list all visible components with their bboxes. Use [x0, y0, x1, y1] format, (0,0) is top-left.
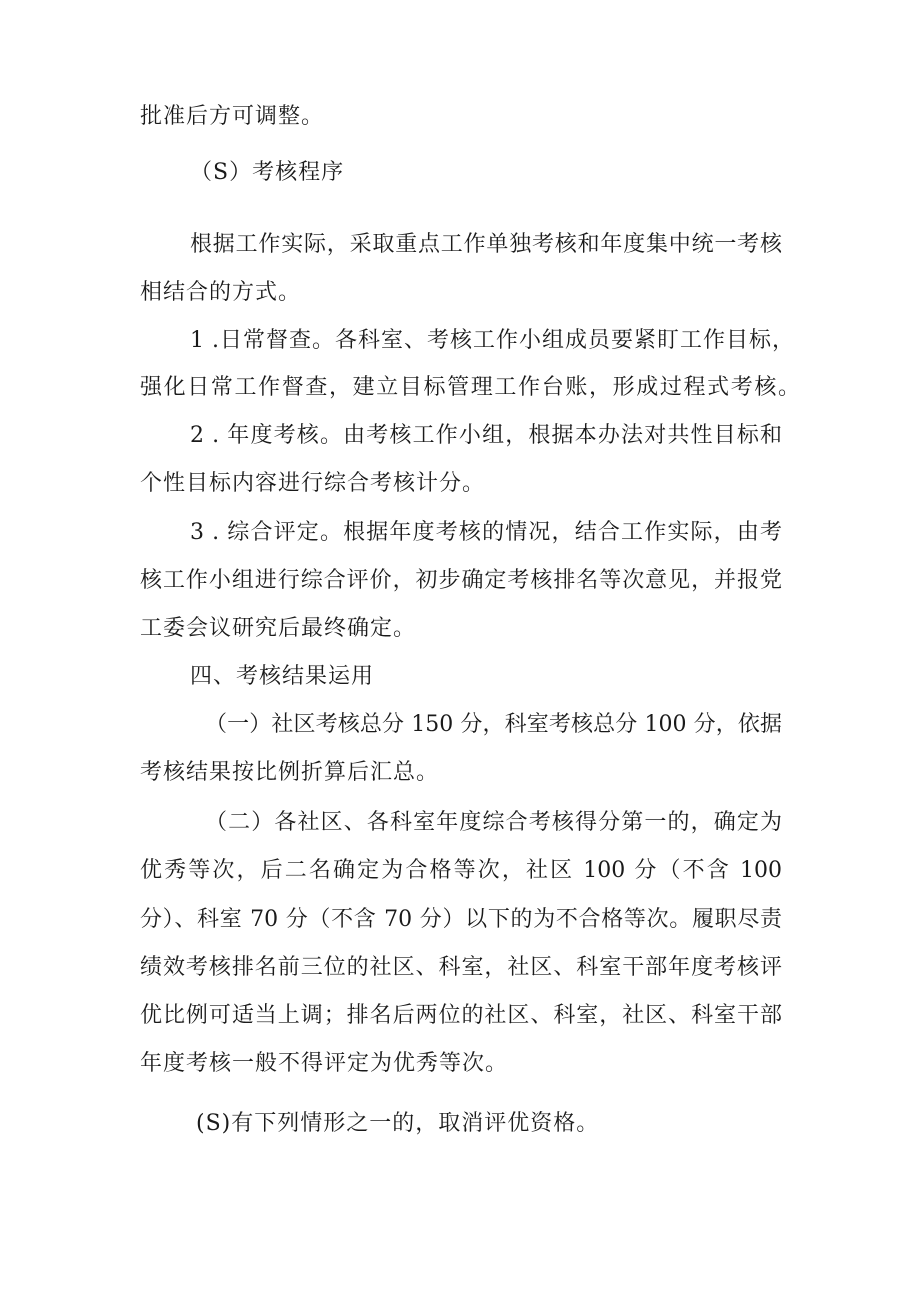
text-line-9: 3 . 综合评定。根据年度考核的情况，结合工作实际，由考	[190, 520, 782, 545]
section-heading-disqualification: (S)有下列情形之一的，取消评优资格。	[196, 1111, 600, 1136]
text-line-19: 优比例可适当上调；排名后两位的社区、科室，社区、科室干部	[140, 1003, 782, 1028]
text-line-13: （一）社区考核总分 150 分，科室考核总分 100 分，依据	[205, 712, 782, 737]
text-line-5: 1 .日常督查。各科室、考核工作小组成员要紧盯工作目标，	[190, 328, 794, 353]
section-heading-procedure: （S）考核程序	[190, 160, 345, 185]
text-line-14: 考核结果按比例折算后汇总。	[140, 760, 440, 785]
text-line-17: 分）、科室 70 分（不含 70 分）以下的为不合格等次。履职尽责	[140, 907, 782, 932]
text-line-10: 核工作小组进行综合评价，初步确定考核排名等次意见，并报党	[140, 568, 782, 593]
text-line-8: 个性目标内容进行综合考核计分。	[140, 471, 486, 496]
text-line-1: 批准后方可调整。	[140, 104, 325, 129]
section-heading-results: 四、考核结果运用	[190, 664, 375, 689]
text-line-20: 年度考核一般不得评定为优秀等次。	[140, 1051, 509, 1076]
text-line-4: 相结合的方式。	[140, 280, 302, 305]
text-line-18: 绩效考核排名前三位的社区、科室，社区、科室干部年度考核评	[140, 955, 782, 980]
text-line-7: 2 . 年度考核。由考核工作小组，根据本办法对共性目标和	[190, 423, 782, 448]
text-line-3: 根据工作实际，采取重点工作单独考核和年度集中统一考核	[190, 232, 782, 257]
text-line-11: 工委会议研究后最终确定。	[140, 616, 417, 641]
text-line-16: 优秀等次，后二名确定为合格等次，社区 100 分（不含 100	[140, 858, 782, 883]
text-line-6: 强化日常工作督查，建立目标管理工作台账，形成过程式考核。	[140, 375, 800, 400]
text-line-15: （二）各社区、各科室年度综合考核得分第一的，确定为	[205, 810, 782, 835]
